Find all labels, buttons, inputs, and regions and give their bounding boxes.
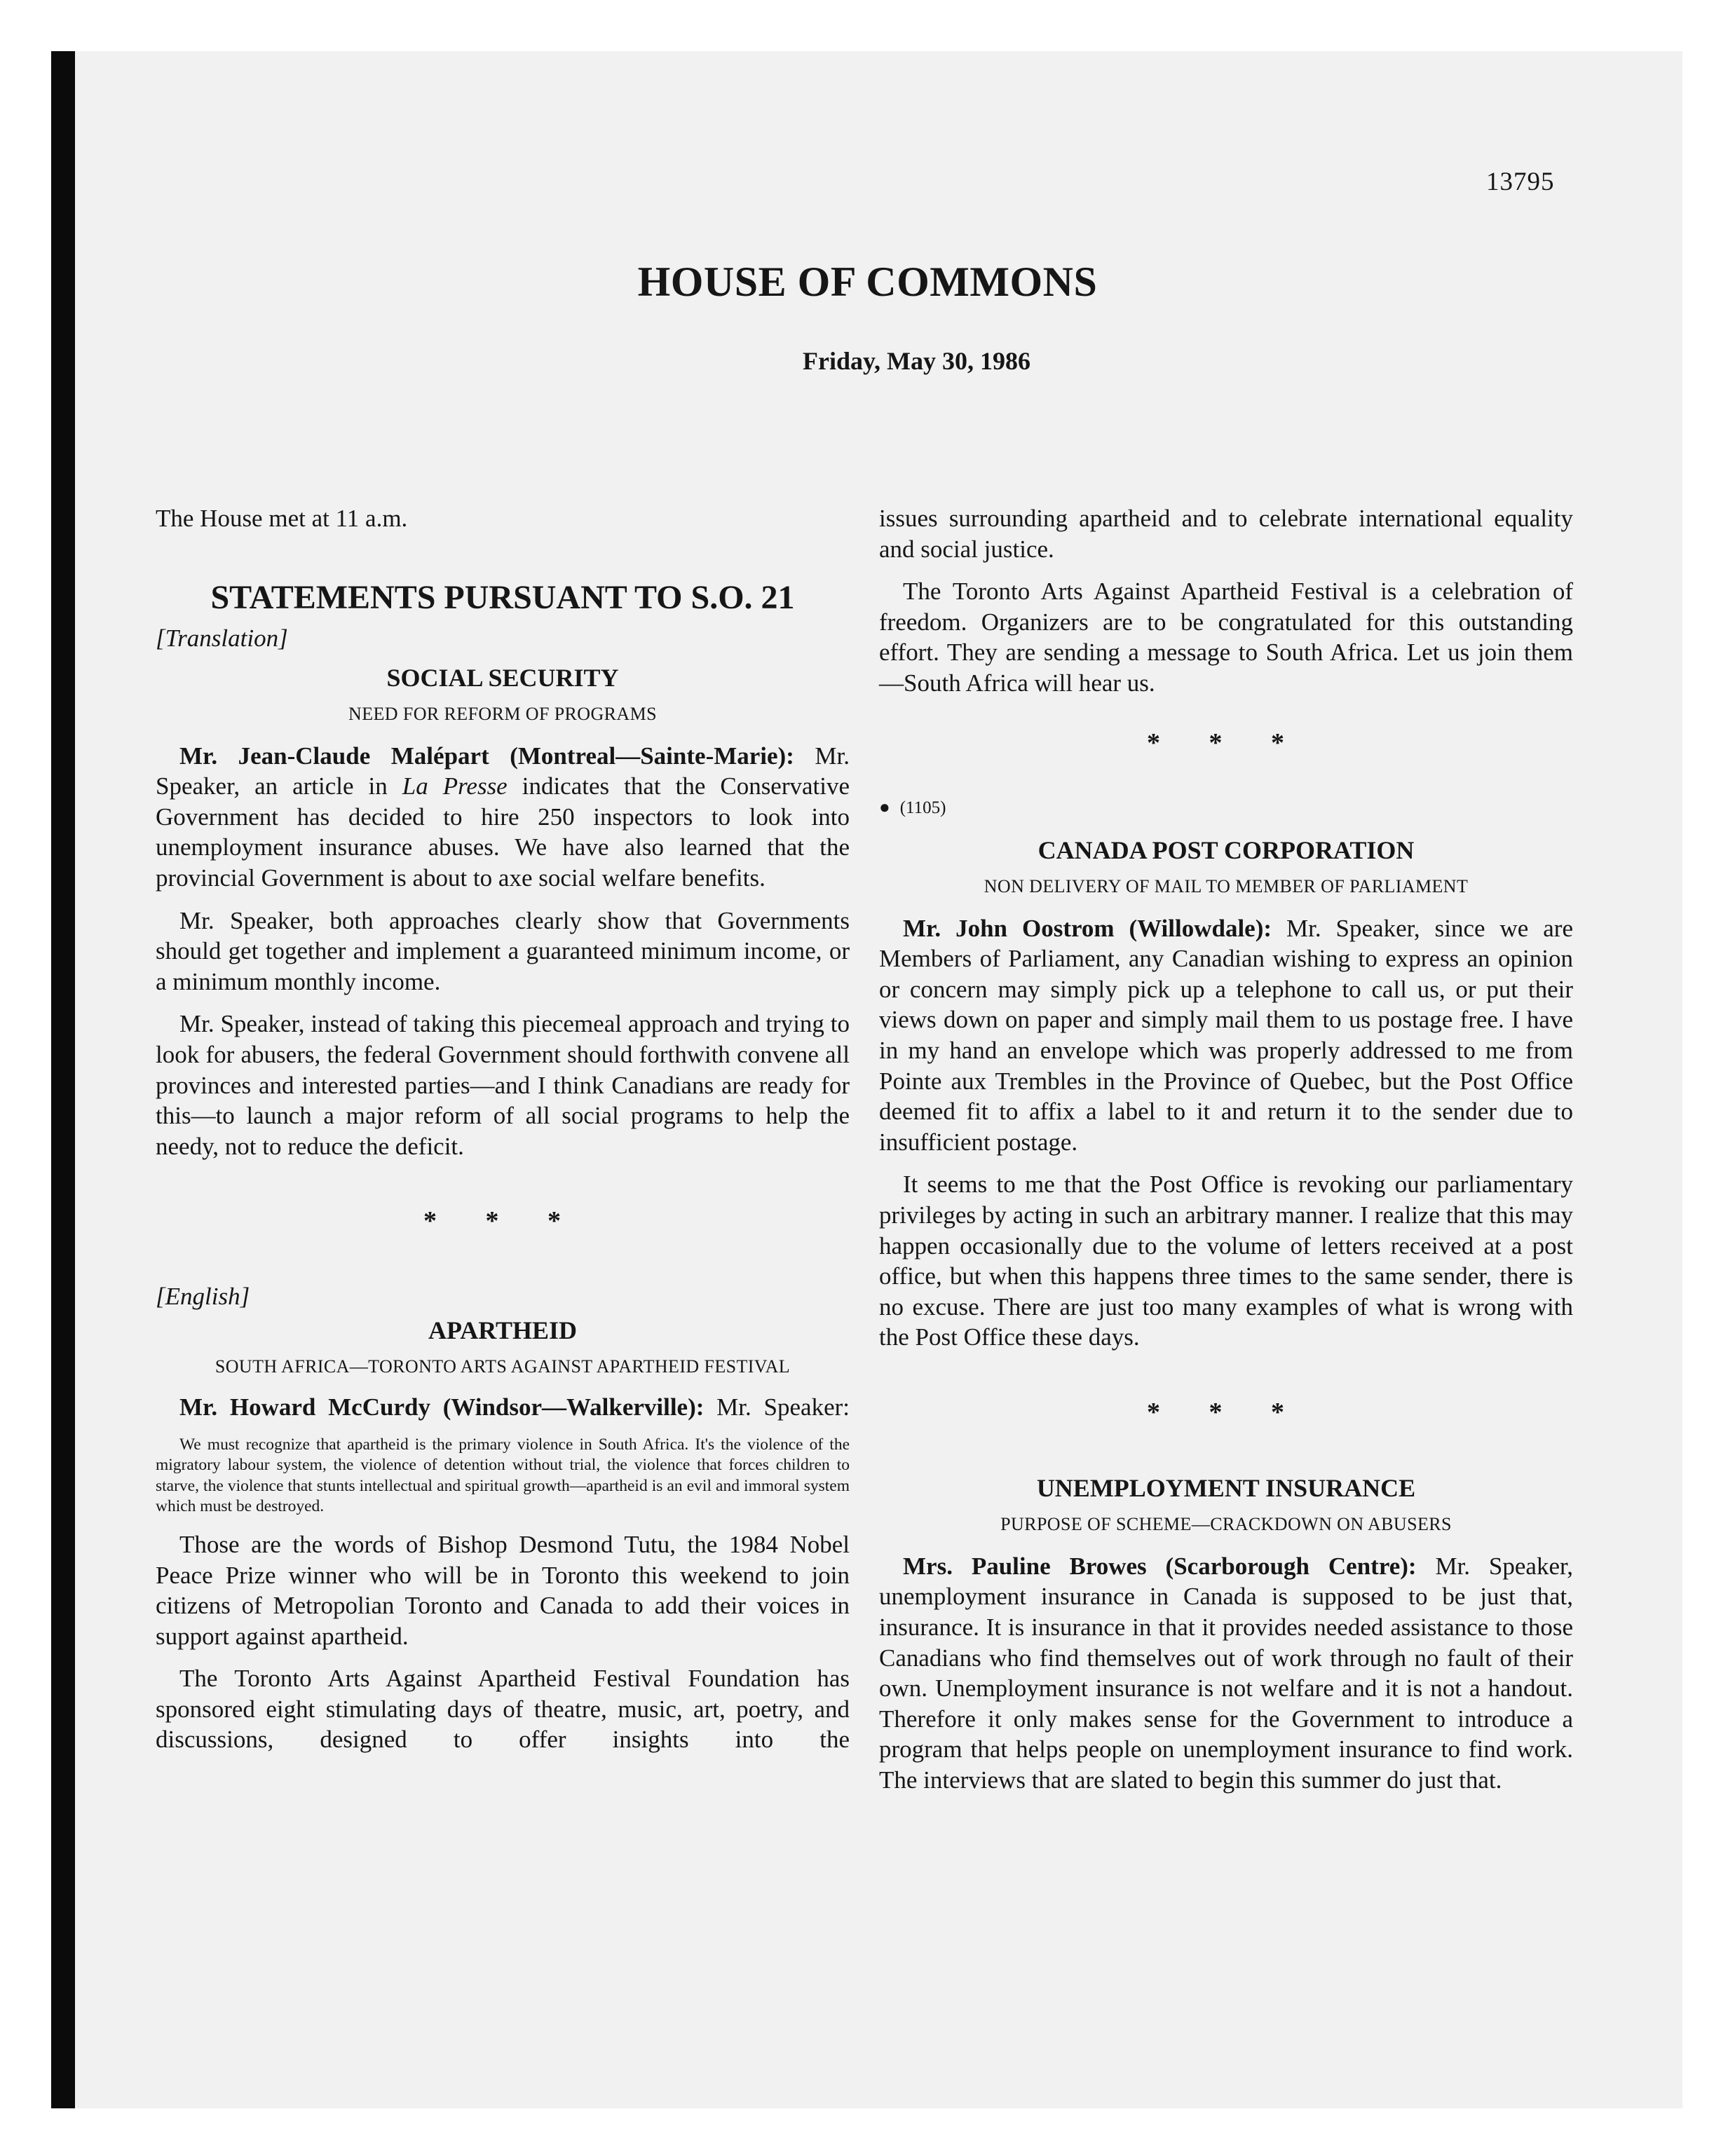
oostrom-paragraph-1: Mr. John Oostrom (Willowdale): Mr. Speaker, since we are Members of Parliament, any Canadian wishing to express an opinion or concern may simply pick up a telephone to call us, or put their views down on paper and simply mail them to us postage free. I have in my hand an envelope which was properly addressed to me from Pointe aux Trembles in the Province of Quebec, but the Post Office deemed fit to affix a label to it and return it to the sender due to insufficient postage. bbox=[879, 914, 1573, 1156]
speaker-malepart: Mr. Jean-Claude Malépart (Montreal—Sainte-Marie): bbox=[179, 742, 794, 770]
speaker-oostrom: Mr. John Oostrom (Willowdale): bbox=[903, 914, 1272, 942]
speaker-browes: Mrs. Pauline Browes (Scarborough Centre): bbox=[903, 1552, 1417, 1580]
mccurdy-intro: Mr. Howard McCurdy (Windsor—Walkerville): Mr. Speaker: bbox=[179, 1393, 850, 1421]
apartheid-subheading: SOUTH AFRICA—TORONTO ARTS AGAINST APARTHEID FESTIVAL bbox=[215, 1356, 791, 1377]
section-title: STATEMENTS PURSUANT TO S.O. 21 bbox=[210, 578, 795, 616]
english-tag: [English] bbox=[156, 1283, 250, 1311]
newspaper-title: La Presse bbox=[402, 772, 508, 800]
section-separator-stars: * * * bbox=[423, 1206, 582, 1236]
opening-line: The House met at 11 a.m. bbox=[156, 505, 408, 532]
canada-post-subheading: NON DELIVERY OF MAIL TO MEMBER OF PARLIAMENT bbox=[984, 875, 1469, 896]
translation-tag: [Translation] bbox=[156, 624, 288, 652]
malepart-paragraph-1: Mr. Jean-Claude Malépart (Montreal—Sainte-Marie): Mr. Speaker, an article in La Presse indicates that the Conservative Government has decided to hire 250 inspectors to look into unemployment insurance abuses. We have also learned that the provincial Government is about to axe social welfare benefits. bbox=[156, 742, 850, 892]
mccurdy-paragraph-1: Those are the words of Bishop Desmond Tutu, the 1984 Nobel Peace Prize winner who will be in Toronto this weekend to join citizens of Metropolian Toronto and Canada to add their voices in support against apartheid. bbox=[156, 1530, 850, 1650]
left-column bbox=[156, 503, 850, 1767]
section-separator-stars: * * * bbox=[1147, 728, 1305, 758]
canada-post-heading: CANADA POST CORPORATION bbox=[1037, 835, 1415, 864]
bullet-icon: ● bbox=[879, 796, 890, 817]
right-column bbox=[879, 503, 1573, 1808]
browes-paragraph-1: Mrs. Pauline Browes (Scarborough Centre): Mr. Speaker, unemployment insurance in Canada is supposed to be just that, insurance. It is insurance in that it provides needed assistance to those Canadians who find themselves out of work through no fault of their own. Unemployment insurance is not welfare and it is not a handout. Therefore it only makes sense for the Government to introduce a program that helps people on unemployment insurance to find work. The interviews that are slated to begin this summer do just that. bbox=[879, 1552, 1573, 1794]
page-number: 13795 bbox=[1486, 168, 1555, 196]
social-security-heading: SOCIAL SECURITY bbox=[386, 663, 619, 692]
mccurdy-paragraph-2: The Toronto Arts Against Apartheid Festival Foundation has sponsored eight stimulating days of theatre, music, art, poetry, and discussions, designed to offer insights into the bbox=[156, 1665, 850, 1754]
continued-paragraph: issues surrounding apartheid and to celebrate international equality and social justice. bbox=[879, 505, 1573, 563]
malepart-paragraph-3: Mr. Speaker, instead of taking this piecemeal approach and trying to look for abusers, the federal Government should forthwith convene all provinces and interested parties—and I think Canadians are ready for this—to launch a major reform of all social programs to help the needy, not to reduce the deficit. bbox=[156, 1010, 850, 1160]
section-separator-stars: * * * bbox=[1147, 1397, 1305, 1427]
unemployment-heading: UNEMPLOYMENT INSURANCE bbox=[1036, 1473, 1416, 1502]
apartheid-heading: APARTHEID bbox=[428, 1316, 578, 1345]
time-marker bbox=[879, 795, 1573, 821]
malepart-paragraph-2: Mr. Speaker, both approaches clearly show that Governments should get together and implement a guaranteed minimum income, or a minimum monthly income. bbox=[156, 906, 850, 995]
festival-paragraph: The Toronto Arts Against Apartheid Festival is a celebration of freedom. Organizers are to be congratulated for this outstanding effort. They are sending a message to South Africa. Let us join them—South Africa will hear us. bbox=[879, 578, 1573, 697]
speaker-mccurdy: Mr. Howard McCurdy (Windsor—Walkerville): bbox=[179, 1393, 705, 1421]
unemployment-subheading: PURPOSE OF SCHEME—CRACKDOWN ON ABUSERS bbox=[1000, 1513, 1452, 1534]
sitting-date: Friday, May 30, 1986 bbox=[803, 347, 1030, 375]
social-security-subheading: NEED FOR REFORM OF PROGRAMS bbox=[348, 703, 657, 724]
oostrom-paragraph-2: It seems to me that the Post Office is revoking our parliamentary privileges by acting in such an arbitrary manner. I realize that this may happen occasionally due to the volume of letters received at a post office, but when this happens three times to the same sender, there is no excuse. There are just too many examples of what is wrong with the Post Office these days. bbox=[879, 1171, 1573, 1351]
timestamp: (1105) bbox=[899, 798, 946, 817]
tutu-quote: We must recognize that apartheid is the primary violence in South Africa. It's the violence of the migratory labour system, the violence of detention without trial, the violence that forces children to starve, the violence that stunts intellectual and spiritual growth—apartheid is an evil and immoral system which must be destroyed. bbox=[156, 1435, 850, 1516]
page-title: HOUSE OF COMMONS bbox=[637, 259, 1098, 305]
